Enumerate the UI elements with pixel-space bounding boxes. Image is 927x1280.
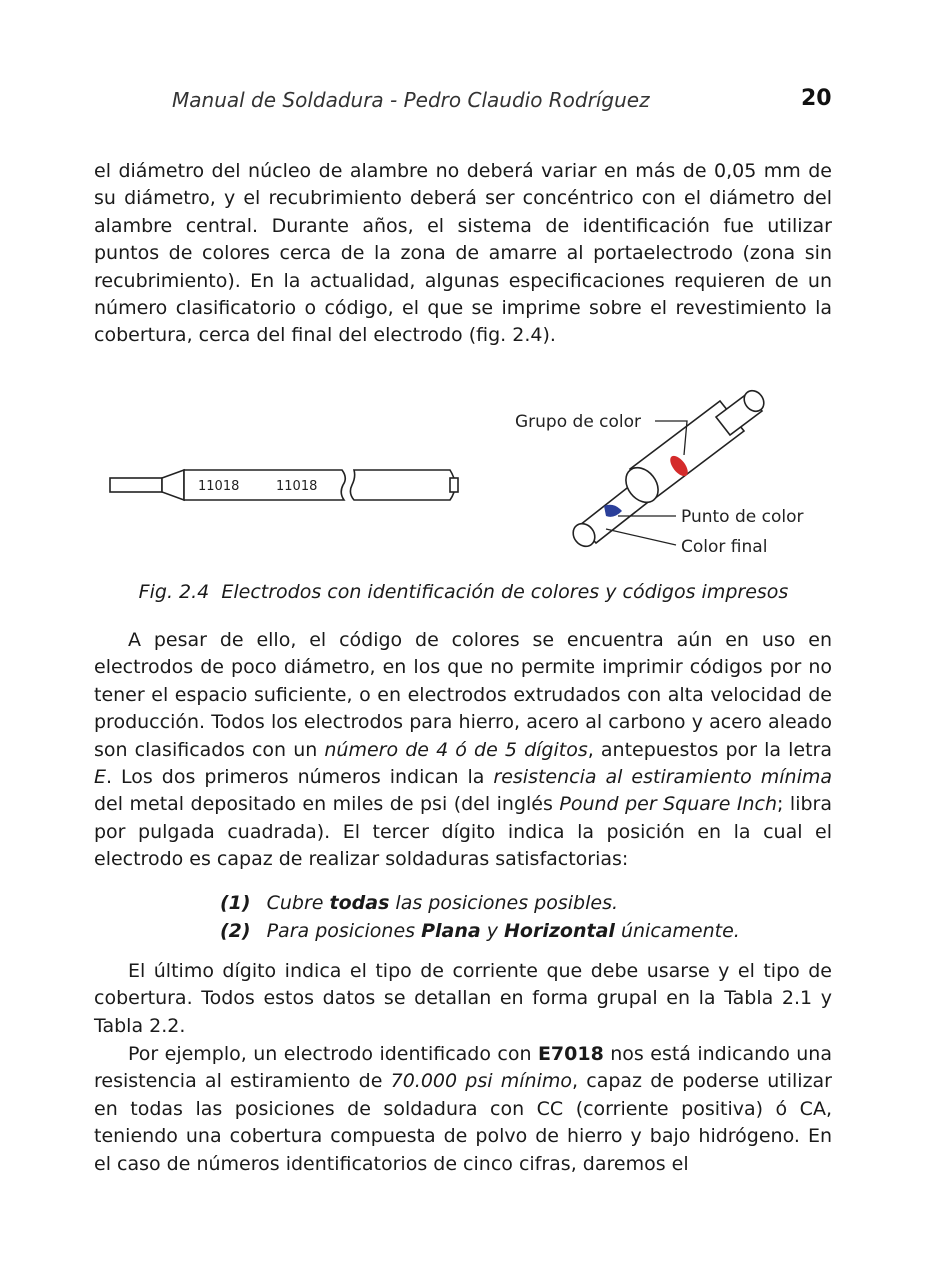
running-header-title: Manual de Soldadura - Pedro Claudio Rodríguez: [172, 88, 650, 112]
list-item-text: Cubre: [266, 892, 330, 914]
coated-body-right: [350, 470, 455, 500]
list-item-text: y: [480, 920, 505, 942]
bare-core-end: [110, 478, 162, 492]
paragraph-2-text: del metal depositado en miles de psi (del inglés: [94, 793, 560, 816]
figure-caption: [0, 581, 927, 603]
list-item: [220, 917, 740, 945]
paragraph-2-text: , antepuestos por la letra: [587, 738, 832, 761]
figure-caption-text: Electrodos con identificación de colores y códigos impresos: [221, 581, 789, 603]
list-item-number: (2): [220, 920, 251, 942]
paragraph-4-text: nos está indicando una resistencia al estiramiento de: [94, 1043, 832, 1093]
paragraph-2-text: A pesar de ello, el código de colores se encuentra aún en uso en electrodos de poco diámetro, en los que no permite imprimir códigos por no tener el espacio suficiente, o en electrodos extrudados con alta velocidad de producción. Todos los electrodos para hierro, acero al carbono y acero aleado son clasificados con un: [94, 629, 832, 761]
list-item-text: Para posiciones: [266, 920, 422, 942]
paragraph-2-emphasis: resistencia al estiramiento mínima: [493, 766, 832, 789]
paragraph-2-emphasis: E: [94, 766, 107, 789]
label-color-point: Punto de color: [681, 507, 804, 527]
list-item-bold: Horizontal: [504, 920, 615, 942]
paragraph-4-text: , capaz de poderse utilizar en todas las posiciones de soldadura con CC (corriente positiva) ó CA, teniendo una cobertura compuesta de polvo de hierro y bajo hidrógeno. En el caso de números identificatorios de cinco cifras, daremos el: [94, 1070, 832, 1175]
printed-code-1: 11018: [198, 479, 240, 494]
printed-code-2: 11018: [276, 479, 318, 494]
page-number: 20: [801, 86, 832, 111]
paragraph-4-bold: E7018: [537, 1043, 604, 1065]
list-item-number: (1): [220, 892, 251, 914]
paragraph-2-emphasis: número de 4 ó de 5 dígitos: [324, 738, 588, 761]
coating-taper: [162, 470, 184, 500]
list-item: [220, 889, 618, 917]
paragraph-2-emphasis: Pound per Square Inch: [559, 793, 778, 816]
list-item-text: únicamente.: [614, 920, 740, 942]
list-item-bold: todas: [329, 892, 390, 914]
paragraph-2: [94, 627, 832, 874]
list-item-bold: Plana: [421, 920, 481, 942]
paragraph-2-text: . Los dos primeros números indican la: [106, 766, 494, 789]
label-color-final: Color final: [681, 537, 768, 557]
paragraph-1: el diámetro del núcleo de alambre no deberá variar en más de 0,05 mm de su diámetro, y el recubrimiento deberá ser concéntrico con el diámetro del alambre central. Durante años, el sistema de identificación fue utilizar puntos de colores cerca de la zona de amarre al portaelectrodo (zona sin recubrimiento). En la actualidad, algunas especificaciones requieren de un número clasificatorio o código, el que se imprime sobre el revestimiento la cobertura, cerca del final del electrodo (fig. 2.4).: [94, 160, 832, 347]
paragraph-4: [94, 1041, 832, 1178]
figure-2-4: [0, 385, 927, 570]
paragraph-4-emphasis: 70.000 psi mínimo: [390, 1070, 572, 1093]
label-color-group: Grupo de color: [515, 412, 642, 432]
paragraph-2-text: ; libra por pulgada cuadrada). El tercer dígito indica la posición en la cual el electrodo es capaz de realizar soldaduras satisfactorias:: [94, 793, 832, 871]
list-item-text: las posiciones posibles.: [389, 892, 619, 914]
paragraph-3: El último dígito indica el tipo de corriente que debe usarse y el tipo de cobertura. Todos estos datos se detallan en forma grupal en la Tabla 2.1 y Tabla 2.2.: [94, 960, 832, 1037]
paragraph-4-text: Por ejemplo, un electrodo identificado con: [128, 1043, 538, 1065]
figure-caption-label: Fig. 2.4: [138, 581, 210, 603]
electrode-tip: [450, 478, 458, 492]
